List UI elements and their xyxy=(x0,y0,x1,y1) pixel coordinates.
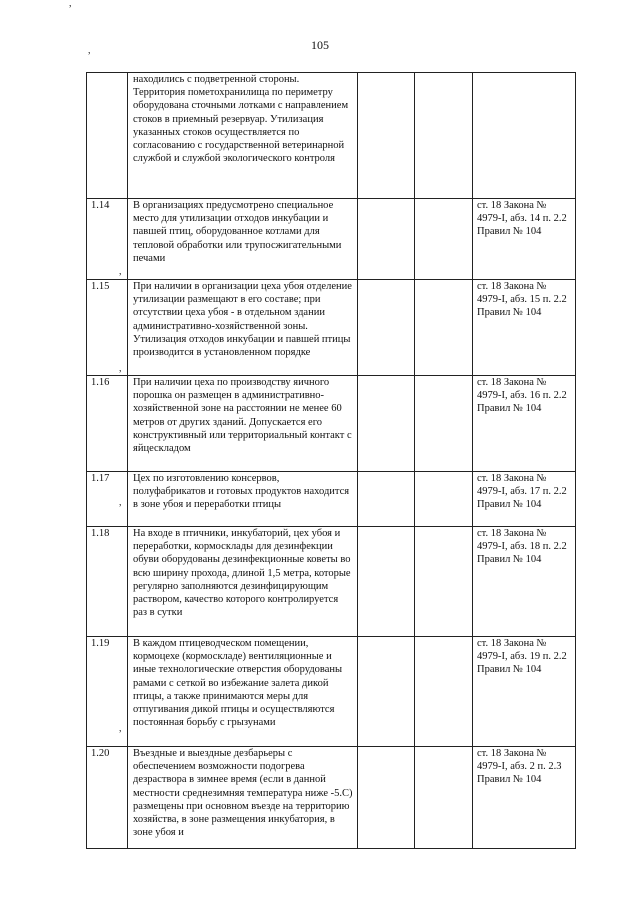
empty-cell xyxy=(358,637,415,747)
legal-reference: ст. 18 Закона № 4979-I, абз. 17 п. 2.2 Правил № 104 xyxy=(473,472,576,527)
legal-reference: ст. 18 Закона № 4979-I, абз. 14 п. 2.2 Правил № 104 xyxy=(473,199,576,280)
requirement-text: В организациях предусмотрено специальное место для утилизации отходов инкубации и павшей птиц, оборудованное котлами для тепловой обработки или трупосжигательными печами xyxy=(128,199,358,280)
row-number xyxy=(87,73,128,199)
scan-mark: , xyxy=(119,266,122,277)
scan-mark: , xyxy=(119,723,122,734)
table-row xyxy=(87,472,576,527)
table-row xyxy=(87,376,576,472)
scan-mark: , xyxy=(119,363,122,374)
scan-mark: , xyxy=(69,0,72,9)
legal-reference xyxy=(473,73,576,199)
empty-cell xyxy=(358,376,415,472)
empty-cell xyxy=(358,199,415,280)
empty-cell xyxy=(358,73,415,199)
requirement-text: При наличии цеха по производству яичного порошка он размещен в административно-хозяйственной зоне на расстоянии не менее 60 метров от других зданий. Допускается его конструктивный или территориальный контакт с яйцескладом xyxy=(128,376,358,472)
scan-mark: , xyxy=(119,497,122,508)
table-row xyxy=(87,747,576,849)
row-number: 1.16 xyxy=(87,376,128,472)
empty-cell xyxy=(358,747,415,849)
row-number: 1.19 xyxy=(87,637,128,747)
requirement-text: находились с подветренной стороны. Территория пометохранилища по периметру оборудована сточными лотками с направлением стоков в приемный резервуар. Утилизация указанных стоков осуществляется по согласованию с государственной ветеринарной службой и службой экологического контроля xyxy=(128,73,358,199)
legal-reference: ст. 18 Закона № 4979-I, абз. 15 п. 2.2 Правил № 104 xyxy=(473,280,576,376)
table-row xyxy=(87,527,576,637)
requirement-text: На входе в птичники, инкубаторий, цех убоя и переработки, кормосклады для дезинфекции обуви оборудованы дезинфекционные коветы во всю ширину прохода, длиной 1,5 метра, которые регулярно заполняются дезинфицирующим раствором, качество которого контролируется раз в сутки xyxy=(128,527,358,637)
table-row xyxy=(87,199,576,280)
row-number: 1.14 xyxy=(87,199,128,280)
empty-cell xyxy=(358,280,415,376)
empty-cell xyxy=(415,747,473,849)
table-row xyxy=(87,280,576,376)
empty-cell xyxy=(415,376,473,472)
page-number: 105 xyxy=(311,38,329,52)
requirement-text: Цех по изготовлению консервов, полуфабрикатов и готовых продуктов находится в зоне убоя и переработки птицы xyxy=(128,472,358,527)
legal-reference: ст. 18 Закона № 4979-I, абз. 16 п. 2.2 Правил № 104 xyxy=(473,376,576,472)
row-number: 1.18 xyxy=(87,527,128,637)
legal-reference: ст. 18 Закона № 4979-I, абз. 19 п. 2.2 Правил № 104 xyxy=(473,637,576,747)
legal-reference: ст. 18 Закона № 4979-I, абз. 18 п. 2.2 Правил № 104 xyxy=(473,527,576,637)
requirement-text: В каждом птицеводческом помещении, кормоцехе (кормоскладе) вентиляционные и иные технологические отверстия оборудованы рамами с сеткой во избежание залета дикой птицы, а также принимаются меры для отпугивания дикой птицы и осуществляются постоянная борьбу с грызунами xyxy=(128,637,358,747)
table-row xyxy=(87,637,576,747)
empty-cell xyxy=(358,472,415,527)
empty-cell xyxy=(358,527,415,637)
scan-mark: , xyxy=(88,45,91,56)
row-number: 1.17 xyxy=(87,472,128,527)
requirement-text: Въездные и выездные дезбарьеры с обеспечением возможности подогрева дезраствора в зимнее время (если в данной местности среднезимняя температура ниже -5.С) размещены при основном въезде на территорию хозяйства, в зоне размещения инкубатория, в зоне убоя и xyxy=(128,747,358,849)
empty-cell xyxy=(415,527,473,637)
empty-cell xyxy=(415,280,473,376)
row-number: 1.20 xyxy=(87,747,128,849)
row-number: 1.15 xyxy=(87,280,128,376)
empty-cell xyxy=(415,637,473,747)
empty-cell xyxy=(415,199,473,280)
requirement-text: При наличии в организации цеха убоя отделение утилизации размещают в его составе; при отсутствии цеха убоя - в отдельном здании административно-хозяйственной зоны. Утилизация отходов инкубации и павшей птицы производится в установленном порядке xyxy=(128,280,358,376)
requirements-table xyxy=(86,72,576,849)
empty-cell xyxy=(415,73,473,199)
legal-reference: ст. 18 Закона № 4979-I, абз. 2 п. 2.3 Правил № 104 xyxy=(473,747,576,849)
empty-cell xyxy=(415,472,473,527)
table-row xyxy=(87,73,576,199)
